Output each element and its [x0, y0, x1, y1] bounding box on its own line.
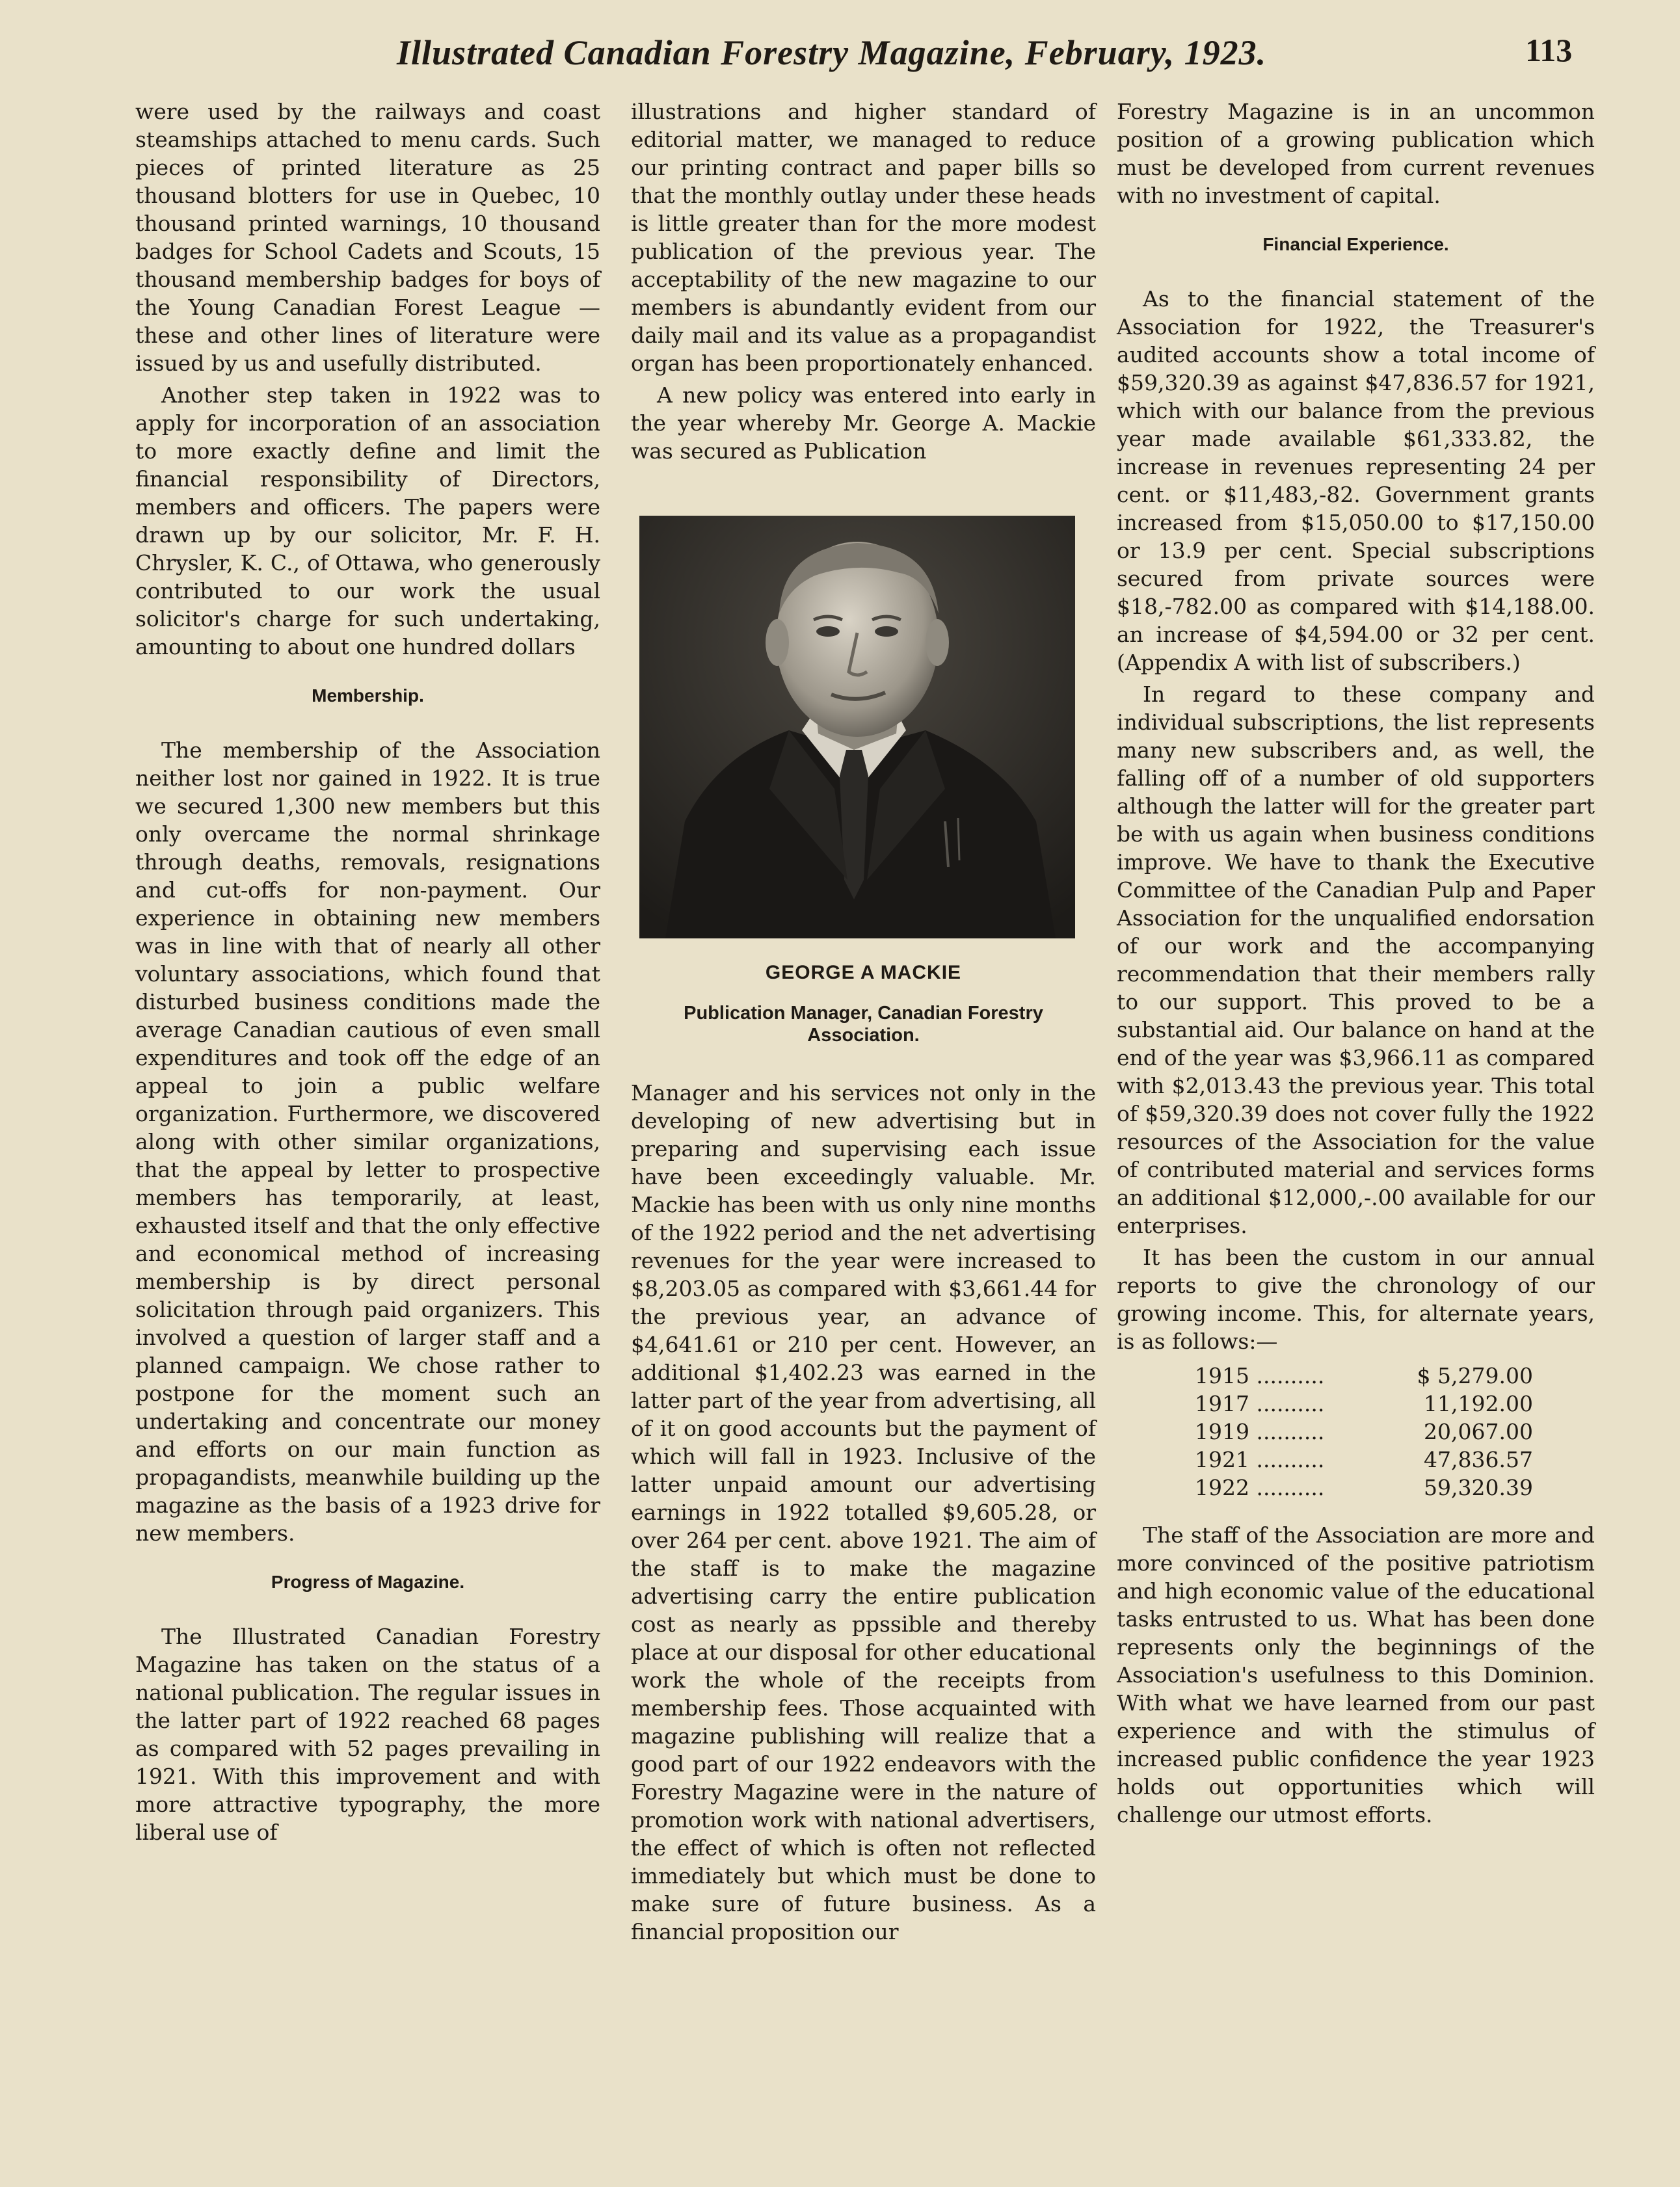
photo-caption-title: Publication Manager, Canadian Forestry Association.: [684, 1003, 1043, 1046]
col1-paragraph-3: The membership of the Association neither lost nor gained in 1922. It is true we secured 1,300 new members but this only overcame the normal shrinkage through deaths, removals, resignations and cut-offs for non-payment. Our experience in obtaining new members was in line with that of nearly all other voluntary associations, which found that disturbed business conditions made the average Canadian cautious of even small expenditures and took off the edge of an appeal to join a public welfare organization. Furthermore, we discovered along with other similar organizations, that the appeal by letter to prospective members has temporarily, at least, exhausted itself and that the only effective and economical method of increasing membership is by direct personal solicitation through paid organizers. This involved a question of larger staff and a planned campaign. We chose rather to postpone for the moment such an undertaking and concentrate our money and efforts on our main function as propagandists, meanwhile building up the magazine as the basis of a 1923 drive for new members.: [135, 737, 600, 1546]
table-row: [1195, 1390, 1533, 1418]
chronology-year: 1915 ..........: [1195, 1363, 1325, 1388]
col3-paragraph-1: Forestry Magazine is in an uncommon position of a growing publication which must be developed from current revenues with no investment of capital.: [1117, 99, 1595, 208]
col3-paragraph-4: It has been the custom in our annual reports to give the chronology of our growing income. This, for alternate years, is as follows:—: [1117, 1245, 1595, 1354]
col3-paragraph-3: In regard to these company and individual subscriptions, the list represents many new subscribers and, as well, the falling off of a number of old supporters although the latter will for the greater part be with us again when business conditions improve. We have to thank the Executive Committee of the Canadian Pulp and Paper Association for the unqualified endorsation of our work and the accompanying recommendation that their members rally to our support. This proved to be a substantial aid. Our balance on hand at the end of the year was $3,966.11 as compared with $2,013.43 the previous year. This total of $59,320.39 does not cover fully the 1922 resources of the Association for the value of contributed material and services forms an additional $12,000,-.00 available for our enterprises.: [1117, 682, 1595, 1238]
photo-caption-name: GEORGE A MACKIE: [765, 962, 962, 983]
col1-paragraph-2: Another step taken in 1922 was to apply for incorporation of an association to more exactly define and limit the financial responsibility of Directors, members and officers. The papers were drawn up by our solicitor, Mr. F. H. Chrysler, K. C., of Ottawa, who generously contributed to our work the usual solicitor's charge for such undertaking, amounting to about one hundred dollars: [135, 382, 600, 659]
chronology-amount: 11,192.00: [1424, 1391, 1533, 1416]
heading-progress-of-magazine: Progress of Magazine.: [271, 1572, 465, 1592]
col1-paragraph-1: were used by the railways and coast steamships attached to menu cards. Such pieces of printed literature as 25 thousand blotters for use in Quebec, 10 thousand printed warnings, 10 thousand badges for School Cadets and Scouts, 15 thousand membership badges for boys of the Young Canadian Forest League — these and other lines of literature were issued by us and usefully distributed.: [135, 99, 600, 376]
chronology-year: 1921 ..........: [1195, 1447, 1325, 1472]
col3-paragraph-5: The staff of the Association are more and more convinced of the positive patriotism and high economic value of the educational tasks entrusted to us. What has been done represents only the beginnings of the Association's usefulness to this Dominion. With what we have learned from our past experience and with the stimulus of increased public confidence the year 1923 holds out opportunities which will challenge our utmost efforts.: [1117, 1522, 1595, 1827]
chronology-amount: $ 5,279.00: [1417, 1363, 1533, 1388]
column-right: [1117, 98, 1595, 1833]
table-row: [1195, 1362, 1533, 1390]
col2-paragraph-3: Manager and his services not only in the developing of new advertising but in preparing and supervising each issue have been exceedingly valuable. Mr. Mackie has been with us only nine months of the 1922 period and the net advertising revenues for the year were increased to $8,203.05 as compared with $3,661.44 for the previous year, an advance of $4,641.61 or 210 per cent. However, an additional $1,402.23 was earned in the latter part of the year from advertising, all of it on good accounts but the payment of which will fall in 1923. Inclusive of the latter unpaid amount our advertising earnings in 1922 totalled $9,605.28, or over 264 per cent. above 1921. The aim of the staff is to make the magazine advertising carry the entire publication cost as nearly as ppssible and thereby place at our disposal for other educational work the whole of the receipts from membership fees. Those acquainted with magazine publishing will realize that a good part of our 1922 endeavors with the Forestry Magazine were in the nature of promotion work with national advertisers, the effect of which is often not reflected immediately but which must be done to make sure of future business. As a financial proposition our: [631, 1080, 1096, 1944]
column-left: [135, 98, 600, 1850]
portrait-illustration: [639, 516, 1075, 938]
table-row: [1195, 1446, 1533, 1474]
chronology-year: 1919 ..........: [1195, 1419, 1325, 1444]
heading-membership: Membership.: [312, 685, 424, 706]
table-row: [1195, 1418, 1533, 1446]
col2-paragraph-1: illustrations and higher standard of editorial matter, we managed to reduce our printing contract and paper bills so that the monthly outlay under these heads is little greater than for the more modest publication of the previous year. The acceptability of the new magazine to our members is abundantly evident from our daily mail and its value as a propagandist organ has been proportionately enhanced.: [631, 99, 1096, 376]
chronology-amount: 20,067.00: [1424, 1419, 1533, 1444]
income-chronology-table: [1195, 1362, 1533, 1502]
chronology-amount: 47,836.57: [1424, 1447, 1533, 1472]
page-number: 113: [1525, 32, 1573, 68]
chronology-amount: 59,320.39: [1424, 1475, 1533, 1500]
column-middle: [631, 98, 1096, 1950]
col3-paragraph-2: As to the financial statement of the Association for 1922, the Treasurer's audited accounts show a total income of $59,320.39 as against $47,836.57 for 1921, which with our balance from the previous year made available $61,333.82, the increase in revenues representing 24 per cent. or $11,483,-82. Government grants increased from $15,050.00 to $17,150.00 or 13.9 per cent. Special subscriptions secured from private sources were $18,-782.00 as compared with $14,188.00. an increase of $4,594.00 or 32 per cent. (Appendix A with list of subscribers.): [1117, 286, 1595, 675]
col2-paragraph-2: A new policy was entered into early in the year whereby Mr. George A. Mackie was secured as Publication: [631, 382, 1096, 464]
chronology-year: 1922 ..........: [1195, 1475, 1325, 1500]
table-row: [1195, 1474, 1533, 1502]
heading-financial-experience: Financial Experience.: [1262, 234, 1449, 254]
running-header: Illustrated Canadian Forestry Magazine, February, 1923.: [397, 33, 1267, 72]
portrait-photo: [639, 516, 1075, 938]
col1-paragraph-4: The Illustrated Canadian Forestry Magazine has taken on the status of a national publication. The regular issues in the latter part of 1922 reached 68 pages as compared with 52 pages prevailing in 1921. With this improvement and with more attractive typography, the more liberal use of: [135, 1624, 600, 1845]
chronology-year: 1917 ..........: [1195, 1391, 1325, 1416]
